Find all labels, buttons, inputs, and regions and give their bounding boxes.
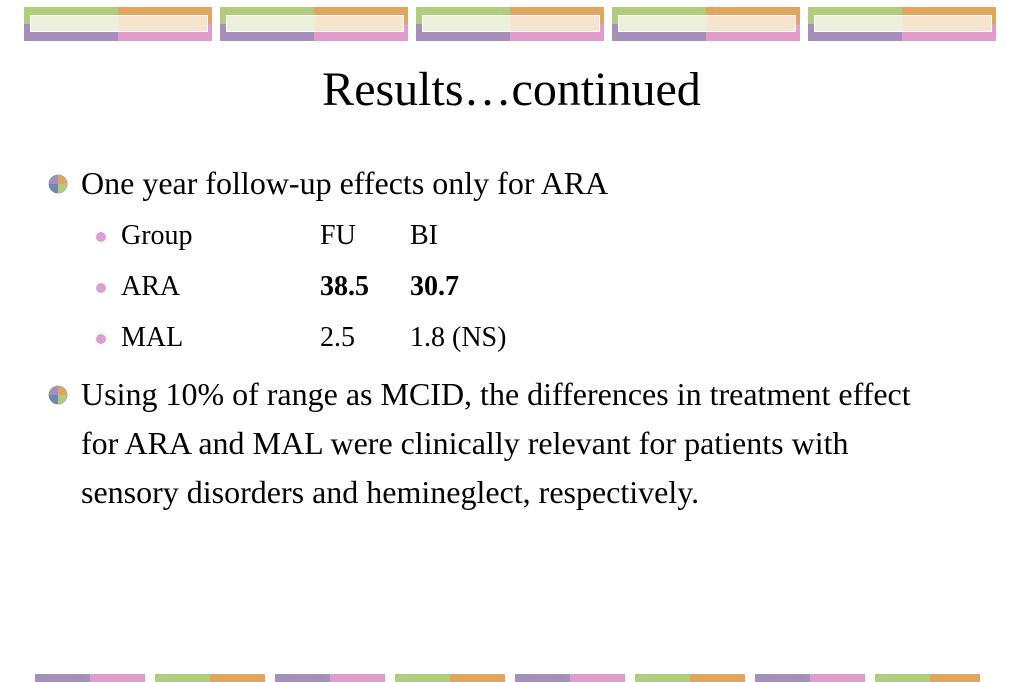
bullet-text: Using 10% of range as MCID, the differences in treatment effect for ARA and MAL were clinically relevant for patients with sensory disorders and hemineglect, respectively. xyxy=(81,376,911,510)
row-fu-value: 38.5 xyxy=(320,271,369,302)
top-decorative-band xyxy=(24,7,999,41)
row-group-label: MAL xyxy=(121,322,184,353)
row-bi-value: 30.7 xyxy=(410,271,459,302)
band-tile xyxy=(808,7,996,41)
row-group-label: ARA xyxy=(121,271,181,302)
pink-dot-bullet-icon xyxy=(96,334,106,344)
band-tile xyxy=(416,7,604,41)
bullet-text: One year follow-up effects only for ARA xyxy=(81,165,609,201)
band-tile xyxy=(612,7,800,41)
bottom-decorative-band xyxy=(35,674,980,682)
quad-circle-bullet-icon xyxy=(48,174,68,194)
column-header-fu: FU xyxy=(320,220,356,251)
slide-title: Results…continued xyxy=(322,63,701,116)
pink-dot-bullet-icon xyxy=(96,283,106,293)
band-tile xyxy=(220,7,408,41)
row-fu-value: 2.5 xyxy=(320,322,355,353)
column-header-bi: BI xyxy=(410,220,438,251)
row-bi-value: 1.8 (NS) xyxy=(410,322,507,353)
quad-circle-bullet-icon xyxy=(48,385,68,405)
column-header-group: Group xyxy=(121,220,193,251)
band-tile xyxy=(24,7,212,41)
pink-dot-bullet-icon xyxy=(96,232,106,242)
